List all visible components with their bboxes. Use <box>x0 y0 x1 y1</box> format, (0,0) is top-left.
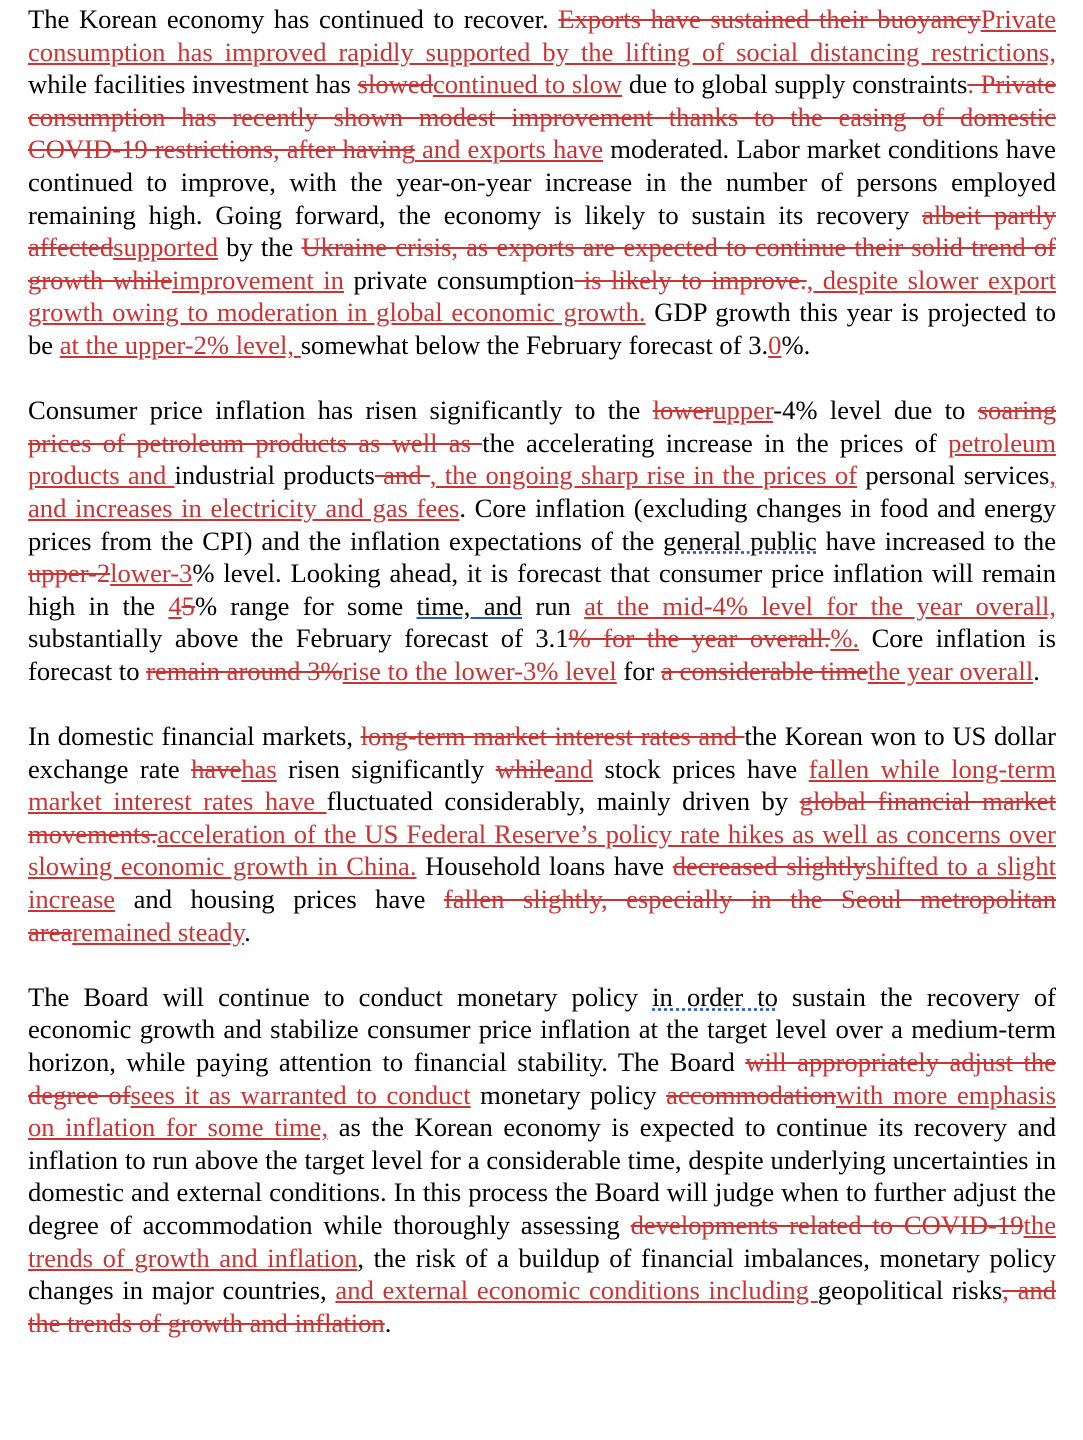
inserted-text: shifted to a slight increase <box>28 851 1056 915</box>
inserted-text: the trends of growth and inflation <box>28 1209 1057 1273</box>
text-run: monetary policy <box>470 1079 667 1110</box>
paragraph-consumer-price-inflation <box>28 394 1056 687</box>
text-run: stock prices have <box>593 753 809 784</box>
deleted-text: fallen slightly, especially in the Seoul metropolitan area <box>28 884 1057 947</box>
text-run: somewhat below the February forecast of 3. <box>300 329 769 360</box>
deleted-text: slowed <box>357 69 433 100</box>
paragraph-economic-recovery <box>28 3 1056 362</box>
inserted-text: remained steady <box>72 916 245 947</box>
text-run: . <box>244 916 251 947</box>
inserted-text: petroleum products and <box>28 427 1056 491</box>
deleted-text: Ukraine crisis, as exports are expected to continue their solid trend of growth while <box>28 232 1056 295</box>
text-run: by the <box>218 232 302 263</box>
deleted-text: long-term market interest rates and <box>360 721 745 752</box>
paragraph-monetary-policy-board <box>28 981 1056 1340</box>
flagged-text: in order to <box>652 981 778 1012</box>
inserted-text: acceleration of the US Federal Reserve’s policy rate hikes as well as concerns over slowing economic growth in China. <box>28 818 1056 882</box>
inserted-text: Private consumption has improved rapidly supported by the lifting of social distancing restrictions, <box>28 4 1057 67</box>
inserted-text: %. <box>830 623 860 654</box>
deleted-text: % for the year overall. <box>568 623 831 654</box>
deleted-text: Exports have sustained their buoyancy <box>558 4 981 34</box>
inserted-text: , and increases in electricity and gas fees <box>28 460 1056 523</box>
flagged-text: time, and <box>416 590 523 621</box>
text-run: . <box>384 1307 392 1338</box>
deleted-text: developments related to COVID-19 <box>630 1209 1024 1240</box>
deleted-text: soaring prices of petroleum products as well as <box>28 395 1056 458</box>
deleted-text: will appropriately adjust the degree of <box>28 1047 1056 1110</box>
text-run: Consumer price inflation has risen significantly to the <box>28 395 653 426</box>
paragraph-financial-markets <box>28 720 1056 948</box>
deleted-text: and <box>374 460 430 491</box>
text-run: substantially above the February forecast of 3.1 <box>28 623 569 654</box>
text-run: geopolitical risks <box>817 1275 1003 1306</box>
text-run: fluctuated considerably, mainly driven by <box>326 786 800 817</box>
deleted-text: have <box>191 753 242 784</box>
inserted-text: with more emphasis on inflation for some time, <box>28 1079 1056 1143</box>
inserted-text: and <box>554 753 594 784</box>
text-run: due to global supply constraints <box>622 69 968 100</box>
text-run: the Korean won to US dollar exchange rate <box>28 721 1056 784</box>
text-run: % level. Looking ahead, it is forecast that consumer price inflation will remain high in the <box>28 558 1056 621</box>
deleted-text: a considerable time <box>661 655 868 686</box>
text-run: . <box>1033 655 1040 686</box>
inserted-text: improvement in <box>171 264 344 295</box>
inserted-text: , the ongoing sharp rise in the prices of <box>429 460 858 491</box>
text-run: , the risk of a buildup of financial imbalances, monetary policy changes in major countries, <box>28 1242 1056 1306</box>
text-run: moderated. Labor market conditions have continued to improve, with the year-on-year increase in the number of persons employed remaining high. Going forward, the economy is likely to sustain its recovery <box>28 134 1056 230</box>
inserted-text: and exports have <box>414 134 604 165</box>
deleted-text: , and the trends of growth and inflation <box>28 1275 1056 1338</box>
text-run: GDP growth this year is projected to be <box>28 297 1057 360</box>
text-run: run <box>522 590 585 621</box>
deleted-text: is likely to improve. <box>574 264 807 295</box>
inserted-text: 0 <box>768 329 782 360</box>
inserted-text: has <box>241 753 277 784</box>
text-run: The Board will continue to conduct monetary policy <box>28 981 653 1012</box>
flagged-text: general public <box>663 525 817 556</box>
text-run: The Korean economy has continued to recover. <box>28 4 559 34</box>
inserted-text: at the mid-4% level for the year overall, <box>584 590 1056 621</box>
text-run: % range for some <box>194 590 417 621</box>
inserted-text: lower-3 <box>110 558 193 589</box>
text-run: Household loans have <box>416 851 673 882</box>
deleted-text: 5 <box>181 590 195 621</box>
inserted-text: upper <box>713 395 774 426</box>
text-run: for <box>616 655 662 686</box>
text-run: while facilities investment has <box>28 69 358 100</box>
deleted-text: . Private consumption has recently shown modest improvement thanks to the easing of domestic COVID-19 restrictions, after having <box>28 69 1057 165</box>
inserted-text: rise to the lower-3% level <box>342 655 617 686</box>
deleted-text: accommodation <box>666 1079 836 1110</box>
deleted-text: lower <box>652 395 714 426</box>
inserted-text: and external economic conditions including <box>335 1275 818 1306</box>
text-run: have increased to the <box>816 525 1056 556</box>
inserted-text: the year overall <box>867 655 1034 686</box>
text-run: %. <box>781 329 811 360</box>
inserted-text: sees it as warranted to conduct <box>130 1079 471 1110</box>
text-run: the accelerating increase in the prices of <box>482 427 949 458</box>
text-run: -4% level due to <box>773 395 978 426</box>
text-run: . Core inflation (excluding changes in food and energy prices from the CPI) and the inflation expectations of the <box>28 492 1056 556</box>
deleted-text: while <box>495 753 555 784</box>
inserted-text: continued to slow <box>432 69 623 100</box>
deleted-text: upper-2 <box>28 558 111 589</box>
inserted-text: , despite slower export growth owing to moderation in global economic growth. <box>28 264 1056 328</box>
deleted-text: albeit partly affected <box>28 199 1057 263</box>
deleted-text: decreased slightly <box>672 851 866 882</box>
text-run: as the Korean economy is expected to continue its recovery and inflation to run above the target level for a considerable time, despite underlying uncertainties in domestic and external conditions. In this process the Board will judge when to further adjust the degree of accommodation while thoroughly assessing <box>28 1112 1056 1240</box>
inserted-text: at the upper-2% level, <box>59 329 301 360</box>
text-run: In domestic financial markets, <box>28 721 361 752</box>
inserted-text: 4 <box>168 590 182 621</box>
text-run: private consumption <box>343 264 575 295</box>
text-run: sustain the recovery of economic growth and stabilize consumer price inflation at the target level over a medium-term horizon, while paying attention to financial stability. The Board <box>28 981 1057 1077</box>
inserted-text: fallen while long-term market interest rates have <box>28 753 1056 817</box>
text-run: personal services <box>857 460 1050 491</box>
deleted-text: global financial market movements. <box>28 786 1056 849</box>
deleted-text: remain around 3% <box>146 655 343 686</box>
text-run: and housing prices have <box>115 884 444 915</box>
text-run: industrial products <box>174 460 375 491</box>
text-run: Core inflation is forecast to <box>28 623 1056 686</box>
inserted-text: supported <box>113 232 219 263</box>
text-run: risen significantly <box>276 753 496 784</box>
